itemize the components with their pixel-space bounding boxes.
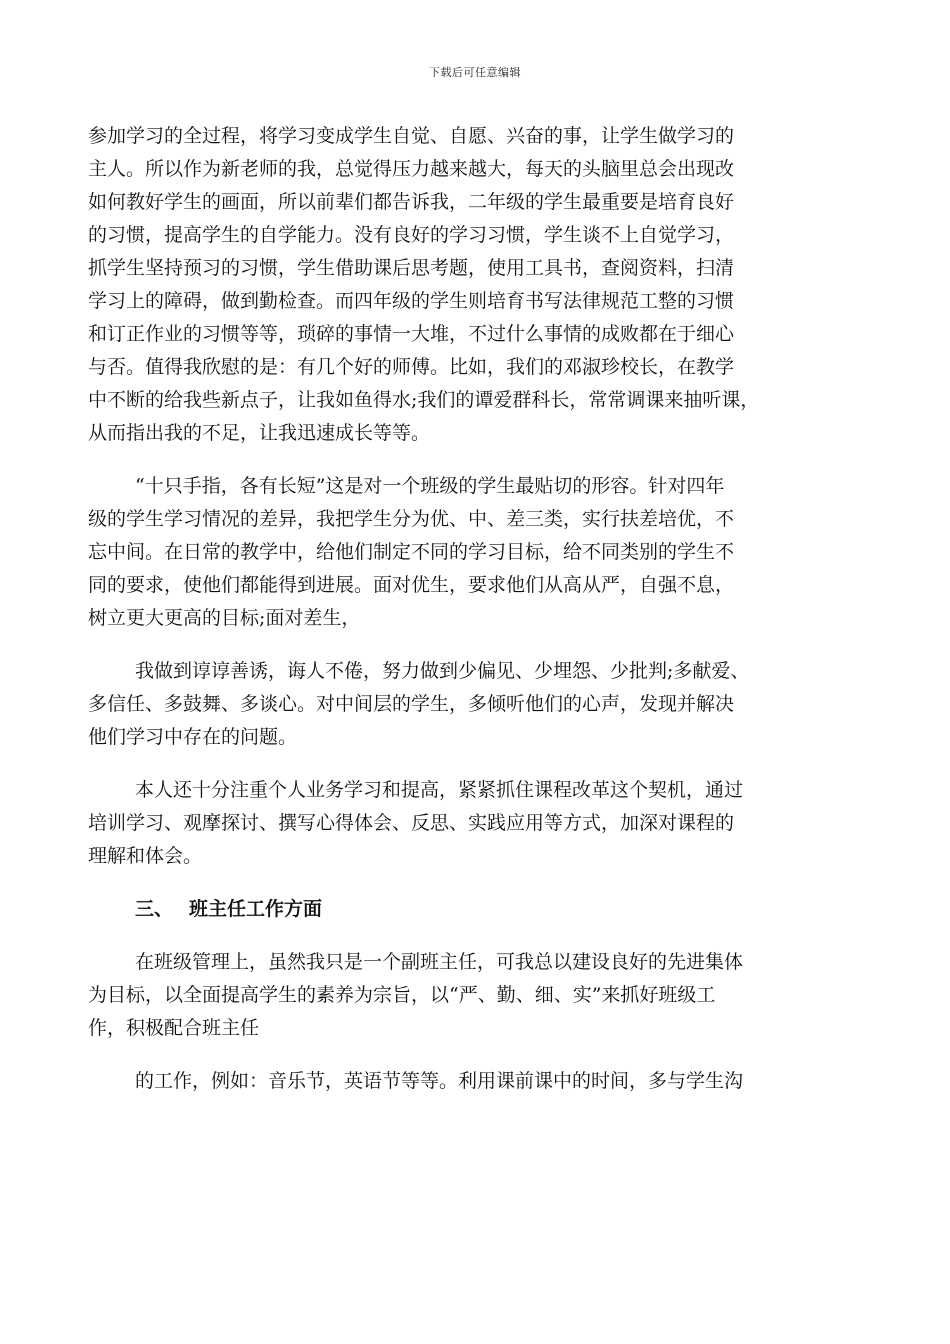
- text-line: 级的学生学习情况的差异，我把学生分为优、中、差三类，实行扶差培优，不: [88, 508, 735, 530]
- paragraph-6: [88, 1065, 858, 1098]
- text-line: 学习上的障碍，做到勤检查。而四年级的学生则培育书写法律规范工整的习惯: [88, 290, 735, 312]
- paragraph-4: [88, 774, 858, 873]
- paragraph-1: [88, 120, 858, 450]
- text-line: 的工作，例如：音乐节，英语节等等。利用课前课中的时间，多与学生沟: [135, 1070, 744, 1092]
- text-line: 中不断的给我些新点子，让我如鱼得水;我们的谭爱群科长，常常调课来抽听课，: [88, 389, 760, 411]
- text-line: 作，积极配合班主任: [88, 1017, 260, 1039]
- paragraph-2: [88, 470, 858, 635]
- text-line: 忘中间。在日常的教学中，给他们制定不同的学习目标，给不同类别的学生不: [88, 541, 735, 563]
- text-line: “十只手指，各有长短”这是对一个班级的学生最贴切的形容。针对四年: [135, 475, 725, 497]
- text-line: 与否。值得我欣慰的是：有几个好的师傅。比如，我们的邓淑珍校长，在教学: [88, 356, 735, 378]
- text-line: 的习惯，提高学生的自学能力。没有良好的学习习惯，学生谈不上自觉学习，: [88, 224, 735, 246]
- text-line: 如何教好学生的画面，所以前辈们都告诉我，二年级的学生最重要是培育良好: [88, 191, 735, 213]
- text-line: 参加学习的全过程，将学习变成学生自觉、自愿、兴奋的事，让学生做学习的: [88, 125, 735, 147]
- text-line: 同的要求，使他们都能得到进展。面对优生，要求他们从高从严，自强不息，: [88, 574, 735, 596]
- text-line: 和订正作业的习惯等等，琐碎的事情一大堆，不过什么事情的成败都在于细心: [88, 323, 735, 345]
- text-line: 从而指出我的不足，让我迅速成长等等。: [88, 422, 431, 444]
- text-line: 树立更大更高的目标;面对差生，: [88, 607, 361, 629]
- text-line: 本人还十分注重个人业务学习和提高，紧紧抓住课程改革这个契机，通过: [135, 779, 744, 801]
- section-number: 三、: [135, 898, 174, 920]
- section-title: 班主任工作方面: [189, 898, 323, 920]
- paragraph-5: [88, 946, 858, 1045]
- section-heading: [88, 893, 858, 926]
- text-line: 为目标，以全面提高学生的素养为宗旨，以“严、勤、细、实”来抓好班级工: [88, 984, 716, 1006]
- text-line: 主人。所以作为新老师的我，总觉得压力越来越大，每天的头脑里总会出现改: [88, 158, 735, 180]
- text-line: 培训学习、观摩探讨、撰写心得体会、反思、实践应用等方式，加深对课程的: [88, 812, 735, 834]
- text-line: 在班级管理上，虽然我只是一个副班主任，可我总以建设良好的先进集体: [135, 951, 744, 973]
- paragraph-3: [88, 655, 858, 754]
- page-header: 下载后可任意编辑: [429, 66, 521, 79]
- text-line: 他们学习中存在的问题。: [88, 726, 298, 748]
- text-line: 我做到谆谆善诱，诲人不倦，努力做到少偏见、少埋怨、少批判;多献爱、: [135, 660, 750, 682]
- text-line: 理解和体会。: [88, 845, 203, 867]
- text-line: 抓学生坚持预习的习惯，学生借助课后思考题，使用工具书，查阅资料，扫清: [88, 257, 735, 279]
- text-line: 多信任、多鼓舞、多谈心。对中间层的学生，多倾听他们的心声，发现并解决: [88, 693, 735, 715]
- document-body: [88, 120, 858, 1118]
